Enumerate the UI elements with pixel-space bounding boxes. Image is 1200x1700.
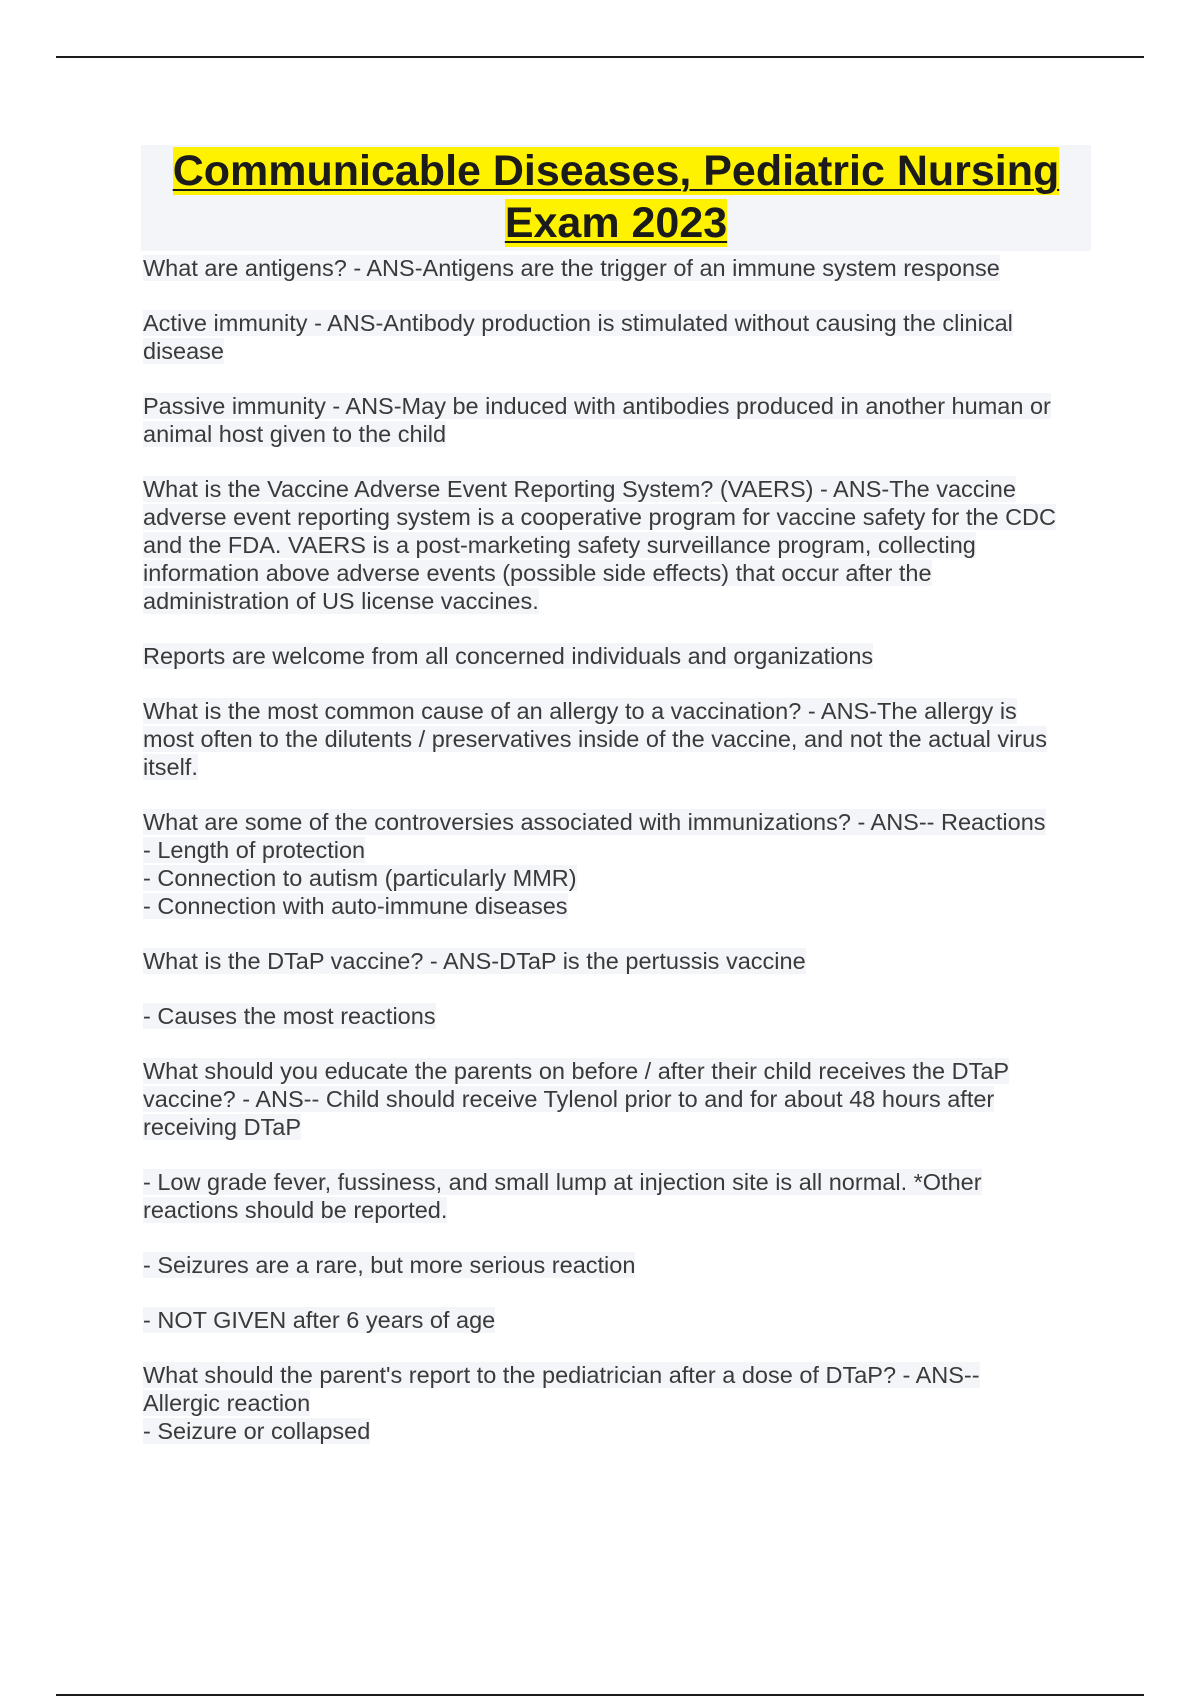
- qa-entry: What are antigens? - ANS-Antigens are the trigger of an immune system response: [143, 255, 1000, 281]
- header-rule: [56, 56, 1144, 58]
- qa-entry: What is the most common cause of an allergy to a vaccination? - ANS-The allergy is most often to the dilutents / preservatives inside of the vaccine, and not the actual virus itself.: [143, 698, 1047, 780]
- qa-entry: Reports are welcome from all concerned individuals and organizations: [143, 643, 874, 669]
- qa-list: [143, 254, 1093, 1445]
- qa-entry: What should you educate the parents on before / after their child receives the DTaP vaccine? - ANS-- Child should receive Tylenol prior to and for about 48 hours after receiving DTaP: [143, 1058, 1010, 1140]
- document-title: Communicable Diseases, Pediatric Nursing Exam 2023: [172, 147, 1060, 247]
- title-block: [141, 145, 1091, 251]
- footer-rule: [56, 1694, 1144, 1696]
- qa-entry: What are some of the controversies associated with immunizations? - ANS-- Reactions - Length of protection - Connection to autism (particularly MMR) - Connection with auto-immune diseases: [143, 809, 1046, 919]
- qa-entry: What is the DTaP vaccine? - ANS-DTaP is the pertussis vaccine: [143, 948, 806, 974]
- qa-entry: - Causes the most reactions: [143, 1003, 436, 1029]
- qa-entry: - NOT GIVEN after 6 years of age: [143, 1307, 496, 1333]
- qa-entry: - Seizures are a rare, but more serious reaction: [143, 1252, 636, 1278]
- qa-entry: What should the parent's report to the pediatrician after a dose of DTaP? - ANS-- Allergic reaction - Seizure or collapsed: [143, 1362, 980, 1444]
- qa-entry: Passive immunity - ANS-May be induced with antibodies produced in another human or animal host given to the child: [143, 393, 1051, 447]
- qa-entry: What is the Vaccine Adverse Event Reporting System? (VAERS) - ANS-The vaccine adverse event reporting system is a cooperative program for vaccine safety for the CDC and the FDA. VAERS is a post-marketing safety surveillance program, collecting information above adverse events (possible side effects) that occur after the administration of US license vaccines.: [143, 476, 1056, 614]
- qa-entry: Active immunity - ANS-Antibody production is stimulated without causing the clinical disease: [143, 310, 1013, 364]
- qa-entry: - Low grade fever, fussiness, and small lump at injection site is all normal. *Other reactions should be reported.: [143, 1169, 982, 1223]
- document-body: [143, 145, 1093, 1472]
